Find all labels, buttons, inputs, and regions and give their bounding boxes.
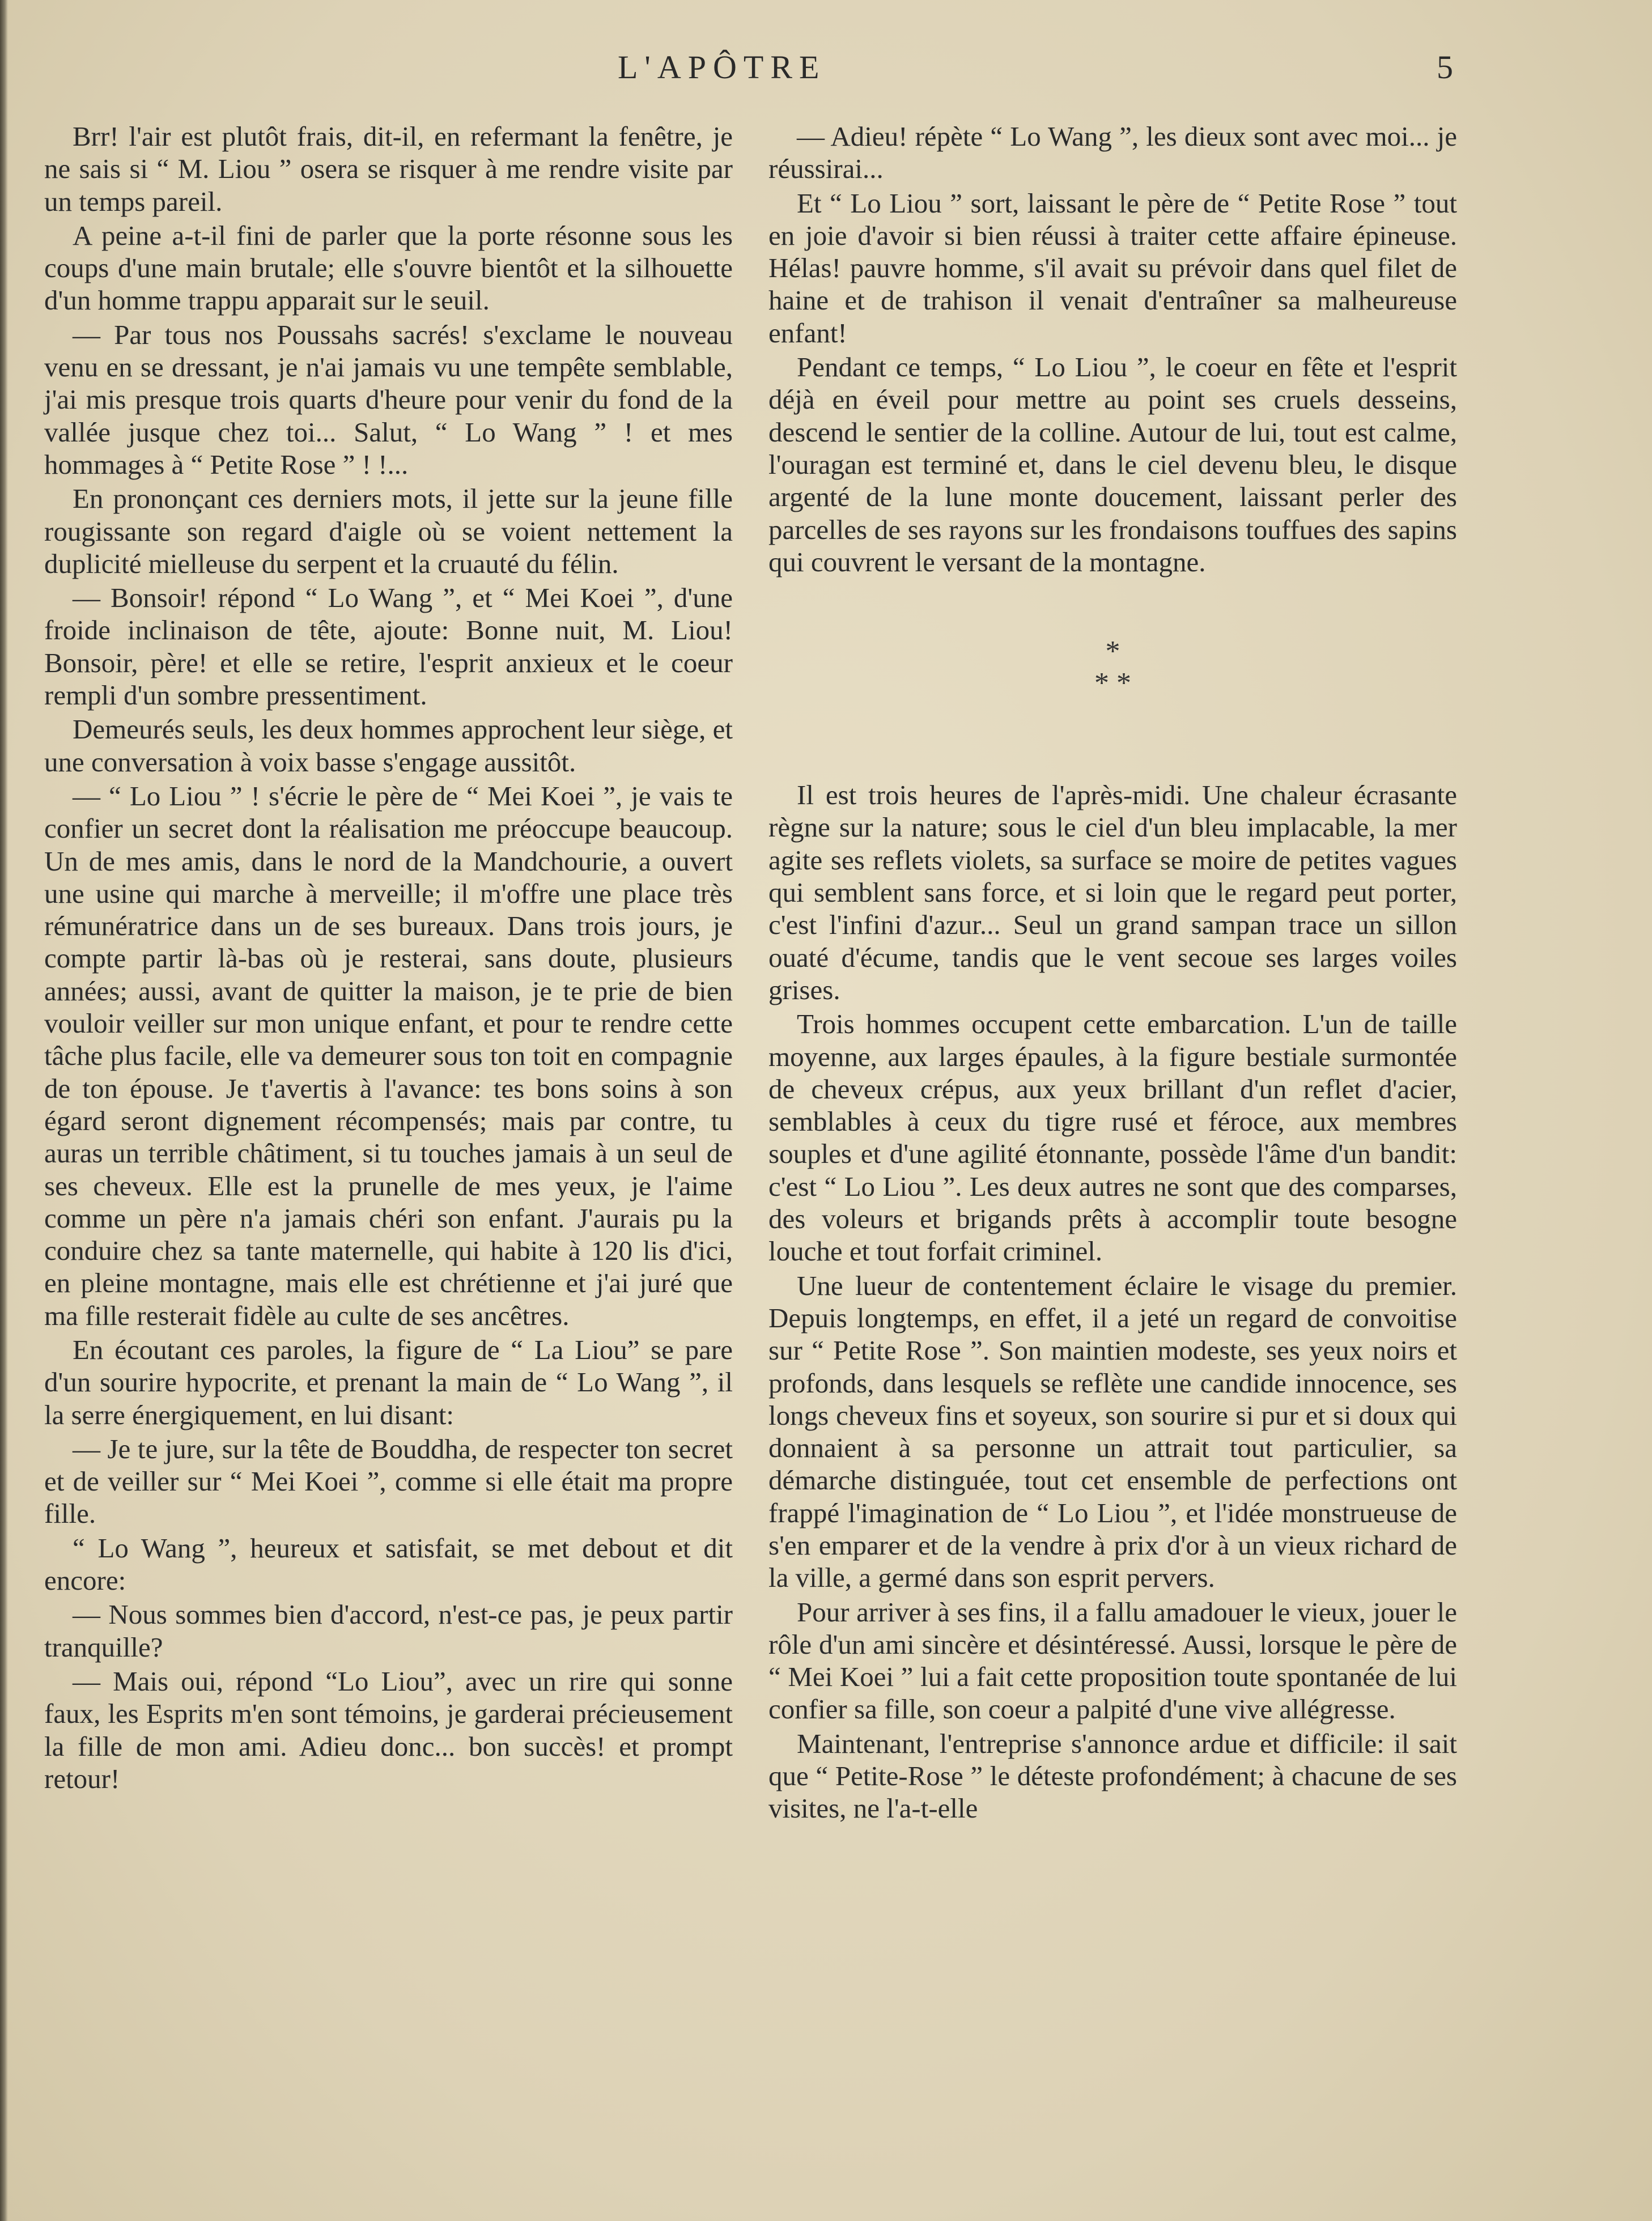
page-binding-edge [0, 0, 8, 2221]
right-column [768, 120, 1457, 1825]
page-header [0, 48, 1652, 94]
running-title: L'APÔTRE [618, 49, 826, 86]
paragraph: Et “ Lo Liou ” sort, laissant le père de “ Petite Rose ” tout en joie d'avoir si bien réussi à traiter cette affaire épineuse. Hélas! pauvre homme, s'il avait su prévoir dans quel filet de haine et de trahison il venait d'entraîner sa malheureuse enfant! [768, 187, 1457, 349]
paragraph: A peine a-t-il fini de parler que la porte résonne sous les coups d'une main brutale; elle s'ouvre bientôt et la silhouette d'un homme trappu apparait sur le seuil. [44, 219, 733, 316]
paragraph: En écoutant ces paroles, la figure de “ La Liou” se pare d'un sourire hypocrite, et prenant la main de “ Lo Wang ”, il la serre énergiquement, en lui disant: [44, 1334, 733, 1430]
paragraph: — Adieu! répète “ Lo Wang ”, les dieux sont avec moi... je réussirai... [768, 121, 1457, 185]
separator-stars: * * [1094, 667, 1131, 700]
paragraph: En prononçant ces derniers mots, il jette sur la jeune fille rougissante son regard d'aigle où se voient nettement la duplicité mielleuse du serpent et la cruauté du félin. [44, 483, 733, 579]
paragraph: — Par tous nos Poussahs sacrés! s'exclame le nouveau venu en se dressant, je n'ai jamais vu une tempête semblable, j'ai mis presque trois quarts d'heure pour venir du fond de la vallée jusque chez toi... Salut, “ Lo Wang ” ! et mes hommages à “ Petite Rose ” ! !... [44, 319, 733, 480]
paragraph: Une lueur de contentement éclaire le visage du premier. Depuis longtemps, en effet, il a jeté un regard de convoitise sur “ Petite Rose ”. Son maintien modeste, ses yeux noirs et profonds, dans lesquels se reflète une candide innocence, ses longs cheveux fins et soyeux, son sourire si pur et si doux qui donnaient à sa personne un attrait tout particulier, sa démarche distinguée, tout cet ensemble de perfections ont frappé l'imagination de “ Lo Liou ”, et l'idée monstrueuse de s'en emparer et de la vendre à prix d'or à un vieux richard de la ville, a germé dans son esprit pervers. [768, 1269, 1457, 1594]
separator-star: * [1105, 635, 1120, 668]
paragraph: — Je te jure, sur la tête de Bouddha, de respecter ton secret et de veiller sur “ Mei Koei ”, comme si elle était ma propre fille. [44, 1433, 733, 1530]
paragraph: — Nous sommes bien d'accord, n'est-ce pas, je peux partir tranquille? [44, 1599, 733, 1663]
paragraph: Maintenant, l'entreprise s'annonce ardue et difficile: il sait que “ Petite-Rose ” le déteste profondément; à chacune de ses visites, ne l'a-t-elle [768, 1727, 1457, 1824]
paragraph: Pendant ce temps, “ Lo Liou ”, le coeur en fête et l'esprit déjà en éveil pour mettre au point ses cruels desseins, descend le sentier de la colline. Autour de lui, tout est calme, l'ouragan est terminé et, dans le ciel devenu bleu, le disque argenté de la lune monte doucement, laissant perler des parcelles de ses rayons sur les frondaisons touffues des sapins qui couvrent le versant de la montagne. [768, 351, 1457, 577]
paragraph: — “ Lo Liou ” ! s'écrie le père de “ Mei Koei ”, je vais te confier un secret dont la réalisation me préoccupe beaucoup. Un de mes amis, dans le nord de la Mandchourie, a ouvert une usine qui marche à merveille; il m'offre une place très rémunératrice dans un de ses bureaux. Dans trois jours, je compte partir là-bas où je resterai, sans doute, plusieurs années; aussi, avant de quitter la maison, je te prie de bien vouloir veiller sur mon unique enfant, et pour te rendre cette tâche plus facile, elle va demeurer sous ton toit en compagnie de ton épouse. Je t'avertis à l'avance: tes bons soins à son égard seront dignement récompensés; mais par contre, tu auras un terrible châtiment, si tu touches jamais à un seul de ses cheveux. Elle est la prunelle de mes yeux, je l'aime comme un père n'a jamais chéri son enfant. J'aurais pu la conduire chez sa tante maternelle, qui habite à 120 lis d'ici, en pleine montagne, mais elle est chrétienne et j'ai juré que ma fille resterait fidèle au culte de ses ancêtres. [44, 780, 733, 1331]
left-column [44, 120, 733, 1795]
paragraph: Pour arriver à ses fins, il a fallu amadouer le vieux, jouer le rôle d'un ami sincère et désintéressé. Aussi, lorsque le père de “ Mei Koei ” lui a fait cette proposition toute spontanée de lui confier sa fille, son coeur a palpité d'une vive allégresse. [768, 1596, 1457, 1725]
paragraph: — Mais oui, répond “Lo Liou”, avec un rire qui sonne faux, les Esprits m'en sont témoins, je garderai précieusement la fille de mon ami. Adieu donc... bon succès! et prompt retour! [44, 1665, 733, 1794]
paragraph: Brr! l'air est plutôt frais, dit-il, en refermant la fenêtre, je ne sais si “ M. Liou ” osera se risquer à me rendre visite par un temps pareil. [44, 121, 733, 217]
paragraph: — Bonsoir! répond “ Lo Wang ”, et “ Mei Koei ”, d'une froide inclinaison de tête, ajoute: Bonne nuit, M. Liou! Bonsoir, père! et elle se retire, l'esprit anxieux et le coeur rempli d'un sombre pressentiment. [44, 582, 733, 711]
page-number: 5 [1437, 49, 1453, 86]
paragraph: Trois hommes occupent cette embarcation. L'un de taille moyenne, aux larges épaules, à la figure bestiale surmontée de cheveux crépus, aux yeux brillant d'un reflet d'acier, semblables à ceux du tigre rusé et féroce, aux membres souples et d'une agilité étonnante, possède l'âme d'un bandit: c'est “ Lo Liou ”. Les deux autres ne sont que des comparses, des voleurs et brigands prêts à accomplir toute besogne louche et tout forfait criminel. [768, 1008, 1457, 1267]
paragraph: Il est trois heures de l'après-midi. Une chaleur écrasante règne sur la nature; sous le ciel d'un bleu implacable, la mer agite ses reflets violets, sa surface se moire de petites vagues qui semblent sans force, et si loin que le regard peut porter, c'est l'infini d'azur... Seul un grand sampan trace un sillon ouaté d'écume, tandis que le vent secoue ses larges voiles grises. [768, 779, 1457, 1005]
paragraph: “ Lo Wang ”, heureux et satisfait, se met debout et dit encore: [44, 1532, 733, 1596]
paragraph: Demeurés seuls, les deux hommes approchent leur siège, et une conversation à voix basse s'engage aussitôt. [44, 714, 733, 778]
section-separator [768, 636, 1457, 699]
